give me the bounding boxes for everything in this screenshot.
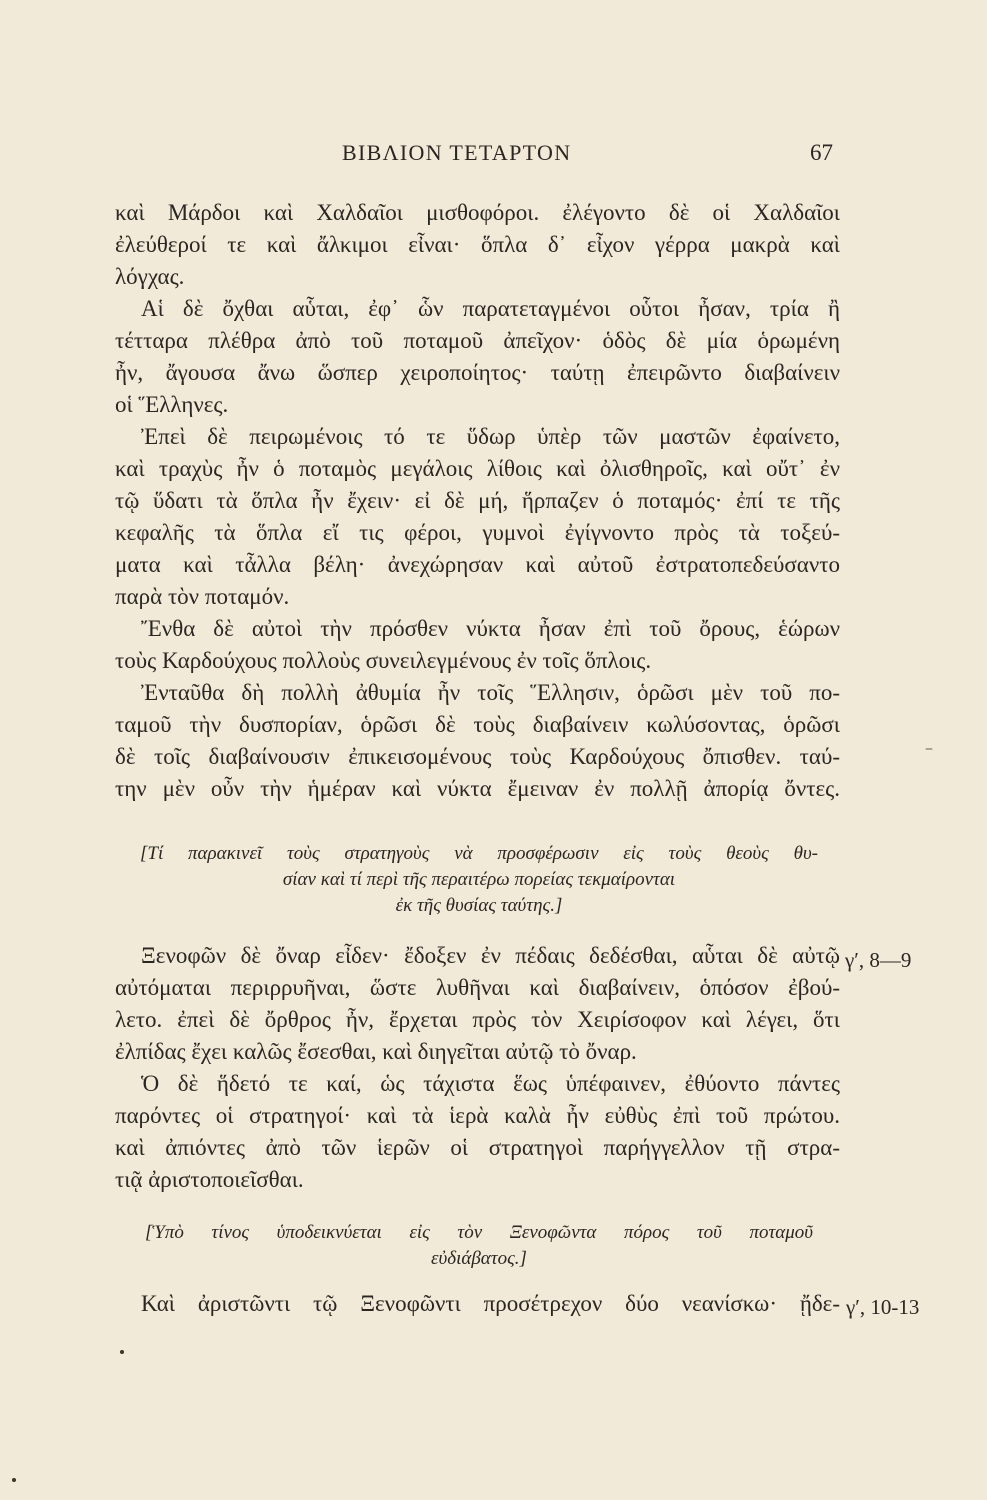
margin-dash-mark: – [925,738,933,757]
text-line: παρόντες οἱ στρατηγοί· καὶ τὰ ἱερὰ καλὰ ἦν εὐθὺς ἐπὶ τοῦ πρώτου. [115,1103,840,1128]
section-heading-1 [140,841,818,919]
text-line: Ξενοφῶν δὲ ὄναρ εἶδεν· ἔδοξεν ἐν πέδαις δεδέσθαι, αὗται δὲ αὐτῷ [141,943,840,968]
text-line: ἐλπίδας ἔχει καλῶς ἔσεσθαι, καὶ διηγεῖται αὐτῷ τὸ ὄναρ. [115,1039,637,1064]
margin-reference: γ′, 10-13 [846,1295,920,1319]
text-line: τῷ ὕδατι τὰ ὅπλα ἦν ἔχειν· εἰ δὲ μή, ἥρπαζεν ὁ ποταμός· ἐπί τε τῆς [115,488,840,513]
heading-line: [Τί παρακινεῖ τοὺς στρατηγοὺς νὰ προσφέρωσιν εἰς τοὺς θεοὺς θυ- [140,843,818,864]
text-line: Ἐνταῦθα δὴ πολλὴ ἀθυμία ἦν τοῖς Ἕλλησιν, ὁρῶσι μὲν τοῦ πο- [141,680,840,705]
ink-spot [120,1350,124,1354]
text-line: την μὲν οὖν τὴν ἡμέραν καὶ νύκτα ἔμειναν ἐν πολλῇ ἀπορίᾳ ὄντες. [115,776,840,801]
text-line: καὶ τραχὺς ἦν ὁ ποταμὸς μεγάλοις λίθοις καὶ ὀλισθηροῖς, καὶ οὔτ᾽ ἐν [115,456,840,481]
text-line: παρὰ τὸν ποταμόν. [115,584,290,609]
prose-block-3 [115,1288,840,1320]
text-line: τιᾷ ἀριστοποιεῖσθαι. [115,1167,304,1192]
text-line: Ἐπεὶ δὲ πειρωμένοις τό τε ὕδωρ ὑπὲρ τῶν μαστῶν ἐφαίνετο, [141,424,840,449]
text-line: Ὁ δὲ ἥδετό τε καί, ὡς τάχιστα ἕως ὑπέφαινεν, ἐθύοντο πάντες [141,1071,840,1096]
text-line: Ἔνθα δὲ αὐτοὶ τὴν πρόσθεν νύκτα ἦσαν ἐπὶ τοῦ ὄρους, ἑώρων [141,616,840,641]
section-heading-2 [145,1220,813,1272]
heading-line: ἐκ τῆς θυσίας ταύτης.] [395,895,563,916]
margin-reference: γ′, 8—9 [845,948,912,972]
text-line: τέτταρα πλέθρα ἀπὸ τοῦ ποταμοῦ ἀπεῖχον· ὁδὸς δὲ μία ὁρωμένη [115,328,840,353]
text-line: Καὶ ἀριστῶντι τῷ Ξενοφῶντι προσέτρεχον δύο νεανίσκω· ᾔδε- [141,1291,840,1316]
text-line: αὐτόμαται περιρρυῆναι, ὥστε λυθῆναι καὶ διαβαίνειν, ὁπόσον ἐβού- [115,975,840,1000]
text-line: τοὺς Καρδούχους πολλοὺς συνειλεγμένους ἐν τοῖς ὅπλοις. [115,648,652,673]
text-line: δὲ τοῖς διαβαίνουσιν ἐπικεισομένους τοὺς Καρδούχους ὄπισθεν. ταύ- [115,744,840,769]
heading-line: εὐδιάβατος.] [431,1248,527,1269]
ink-spot [12,1478,16,1482]
text-line: ἦν, ἄγουσα ἄνω ὥσπερ χειροποίητος· ταύτῃ ἐπειρῶντο διαβαίνειν [115,360,840,385]
prose-block-1 [115,197,840,805]
text-line: ταμοῦ τὴν δυσπορίαν, ὁρῶσι δὲ τοὺς διαβαίνειν κωλύσοντας, ὁρῶσι [115,712,840,737]
text-line: λόγχας. [115,264,185,289]
running-title: ΒΙΒΛΙΟΝ ΤΕΤΑΡΤΟΝ [342,140,572,165]
text-line: καὶ Μάρδοι καὶ Χαλδαῖοι μισθοφόροι. ἐλέγοντο δὲ οἱ Χαλδαῖοι [115,200,840,225]
text-line: Αἱ δὲ ὄχθαι αὗται, ἐφ᾽ ὧν παρατεταγμένοι οὗτοι ἦσαν, τρία ἢ [141,296,840,321]
prose-block-2 [115,940,840,1196]
text-line: ἐλεύθεροί τε καὶ ἄλκιμοι εἶναι· ὅπλα δ᾽ εἶχον γέρρα μακρὰ καὶ [115,232,840,257]
heading-line: [Ὑπὸ τίνος ὑποδεικνύεται εἰς τὸν Ξενοφῶντα πόρος τοῦ ποταμοῦ [145,1222,813,1243]
page-number: 67 [810,140,833,165]
text-line: ματα καὶ τἆλλα βέλη· ἀνεχώρησαν καὶ αὐτοῦ ἐστρατοπεδεύσαντο [115,552,840,577]
heading-line: σίαν καὶ τί περὶ τῆς περαιτέρω πορείας τεκμαίρονται [282,869,676,890]
text-line: λετο. ἐπεὶ δὲ ὄρθρος ἦν, ἔρχεται πρὸς τὸν Χειρίσοφον καὶ λέγει, ὅτι [115,1007,840,1032]
text-line: κεφαλῆς τὰ ὅπλα εἴ τις φέροι, γυμνοὶ ἐγίγνοντο πρὸς τὰ τοξεύ- [115,520,840,545]
text-line: καὶ ἀπιόντες ἀπὸ τῶν ἱερῶν οἱ στρατηγοὶ παρήγγελλον τῇ στρα- [115,1135,840,1160]
text-line: οἱ Ἕλληνες. [115,392,229,417]
